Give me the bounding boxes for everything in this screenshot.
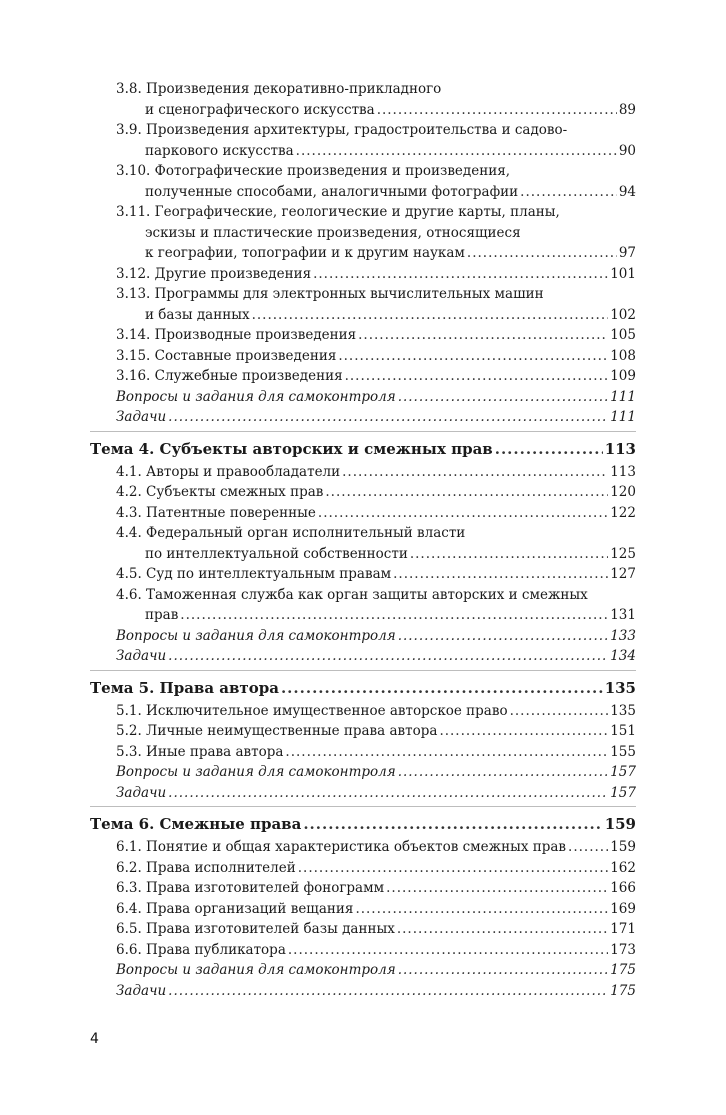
entry-title-line: к географии, топографии и к другим наукам bbox=[145, 245, 465, 261]
entry-page-number: 157 bbox=[610, 784, 636, 801]
toc-entry[interactable] bbox=[114, 120, 636, 161]
entry-title-line: Вопросы и задания для самоконтроля bbox=[116, 627, 396, 644]
entry-last-line bbox=[116, 243, 636, 264]
entry-title-line: 3.16. Служебные произведения bbox=[116, 368, 343, 384]
toc-entry[interactable] bbox=[114, 626, 636, 647]
toc-entry[interactable] bbox=[114, 366, 636, 387]
toc-entry[interactable] bbox=[114, 837, 636, 858]
entry-title-line: 5.1. Исключительное имущественное авторское право bbox=[116, 702, 508, 719]
entry-page-number: 125 bbox=[610, 545, 636, 562]
entry-page-number: 157 bbox=[610, 764, 636, 780]
leader-dots bbox=[568, 837, 608, 858]
leader-dots bbox=[398, 960, 609, 981]
entry-title-line: и базы данных bbox=[145, 306, 250, 323]
entry-last-line bbox=[116, 182, 636, 203]
theme-title: Тема 5. Права автора bbox=[90, 678, 279, 697]
leader-dots bbox=[318, 503, 608, 524]
toc-entry[interactable] bbox=[114, 407, 636, 428]
entry-title-line: 3.14. Производные произведения bbox=[116, 327, 357, 343]
entry-last-line bbox=[116, 325, 636, 346]
page-number: 4 bbox=[90, 1031, 99, 1047]
theme-page-number: 135 bbox=[604, 678, 636, 697]
entry-last-line bbox=[116, 366, 636, 387]
entry-last-line bbox=[116, 940, 636, 961]
leader-dots bbox=[393, 564, 608, 585]
entry-last-line bbox=[116, 742, 636, 763]
entry-title-line: 4.6. Таможенная служба как орган защиты авторских и смежных bbox=[116, 586, 588, 603]
divider bbox=[90, 670, 636, 671]
leader-dots bbox=[439, 721, 608, 742]
toc-entry[interactable] bbox=[114, 981, 636, 1002]
entry-title-line: 3.8. Произведения декоративно-прикладного bbox=[116, 81, 442, 97]
entry-last-line bbox=[116, 646, 636, 667]
entry-page-number: 109 bbox=[610, 368, 636, 384]
entry-page-number: 162 bbox=[610, 859, 636, 876]
theme-page-number: 159 bbox=[604, 815, 636, 833]
entry-title-line: Вопросы и задания для самоконтроля bbox=[116, 962, 396, 978]
entry-page-number: 171 bbox=[610, 921, 636, 937]
leader-dots bbox=[520, 182, 617, 203]
entry-last-line bbox=[116, 626, 636, 647]
entry-page-number: 131 bbox=[610, 607, 636, 623]
entry-title-line: 4.5. Суд по интеллектуальным правам bbox=[116, 566, 392, 582]
entry-title-line: эскизы и пластические произведения, относящиеся bbox=[145, 224, 521, 241]
entry-title-line: Задачи bbox=[116, 409, 167, 425]
entry-title-line: Задачи bbox=[116, 648, 167, 664]
entry-title-line: 6.6. Права публикатора bbox=[116, 941, 286, 958]
toc-entry[interactable] bbox=[114, 564, 636, 585]
entry-last-line bbox=[116, 762, 636, 783]
entry-last-line bbox=[116, 783, 636, 804]
entry-page-number: 127 bbox=[610, 566, 636, 582]
leader-dots bbox=[288, 940, 608, 961]
toc-entry[interactable] bbox=[114, 387, 636, 408]
leader-dots bbox=[180, 605, 608, 626]
leader-dots bbox=[467, 243, 617, 264]
leader-dots bbox=[313, 264, 608, 285]
entry-title-line: 3.13. Программы для электронных вычислительных машин bbox=[116, 286, 544, 302]
toc-theme-5[interactable] bbox=[90, 677, 636, 699]
entry-title-line: по интеллектуальной собственности bbox=[145, 545, 408, 562]
entry-last-line bbox=[116, 100, 636, 121]
entry-title-line: 3.9. Произведения архитектуры, градостроительства и садово- bbox=[116, 122, 568, 138]
leader-dots bbox=[398, 762, 609, 783]
entry-title-line: паркового искусства bbox=[145, 142, 294, 159]
entry-page-number: 113 bbox=[610, 463, 636, 480]
entry-last-line bbox=[116, 305, 636, 326]
theme-title: Тема 4. Субъекты авторских и смежных прав bbox=[90, 439, 493, 458]
toc-section-3 bbox=[114, 79, 636, 428]
leader-dots bbox=[355, 899, 608, 920]
leader-dots bbox=[296, 141, 617, 162]
entry-last-line bbox=[116, 544, 636, 565]
toc-entry[interactable] bbox=[114, 783, 636, 804]
leader-dots bbox=[281, 677, 603, 699]
toc-entry[interactable] bbox=[114, 585, 636, 626]
entry-page-number: 134 bbox=[610, 648, 636, 664]
entry-title-line: 3.10. Фотографические произведения и произведения, bbox=[116, 163, 511, 179]
toc-entry[interactable] bbox=[114, 762, 636, 783]
entry-last-line bbox=[116, 919, 636, 940]
toc-entry[interactable] bbox=[114, 858, 636, 879]
toc-entry[interactable] bbox=[114, 919, 636, 940]
toc-entry[interactable] bbox=[114, 960, 636, 981]
entry-title-line: 4.3. Патентные поверенные bbox=[116, 504, 316, 521]
leader-dots bbox=[345, 366, 609, 387]
toc-entry[interactable] bbox=[114, 742, 636, 763]
entry-last-line bbox=[116, 564, 636, 585]
leader-dots bbox=[252, 305, 609, 326]
entry-last-line bbox=[116, 407, 636, 428]
theme-page-number: 113 bbox=[604, 439, 636, 458]
toc-entry[interactable] bbox=[114, 462, 636, 483]
entry-title-line: полученные способами, аналогичными фотографии bbox=[145, 183, 519, 200]
toc-entry[interactable] bbox=[114, 701, 636, 722]
leader-dots bbox=[338, 346, 608, 367]
toc-entry[interactable] bbox=[114, 523, 636, 564]
leader-dots bbox=[510, 701, 609, 722]
leader-dots bbox=[168, 646, 608, 667]
entry-last-line bbox=[116, 346, 636, 367]
entry-last-line bbox=[116, 605, 636, 626]
entry-title-line: 5.3. Иные права автора bbox=[116, 743, 284, 760]
entry-page-number: 102 bbox=[610, 306, 636, 323]
entry-title-line: Задачи bbox=[116, 982, 167, 999]
toc-entry[interactable] bbox=[114, 940, 636, 961]
toc-section-6 bbox=[114, 837, 636, 1001]
entry-title-line: 6.1. Понятие и общая характеристика объектов смежных прав bbox=[116, 839, 567, 855]
toc-entry[interactable] bbox=[114, 264, 636, 285]
entry-page-number: 90 bbox=[618, 142, 636, 159]
entry-page-number: 120 bbox=[610, 484, 636, 500]
leader-dots bbox=[325, 482, 608, 503]
entry-last-line bbox=[116, 858, 636, 879]
leader-dots bbox=[168, 407, 608, 428]
entry-title-line: 6.4. Права организаций вещания bbox=[116, 900, 354, 917]
entry-title-line: 6.3. Права изготовителей фонограмм bbox=[116, 880, 385, 896]
toc-section-4 bbox=[114, 462, 636, 667]
entry-page-number: 105 bbox=[610, 327, 636, 343]
entry-title-line: 4.4. Федеральный орган исполнительный власти bbox=[116, 525, 466, 541]
entry-last-line bbox=[116, 899, 636, 920]
toc-entry[interactable] bbox=[114, 346, 636, 367]
entry-last-line bbox=[116, 837, 636, 858]
leader-dots bbox=[397, 919, 608, 940]
entry-page-number: 175 bbox=[610, 962, 636, 978]
divider bbox=[90, 431, 636, 432]
leader-dots bbox=[342, 462, 608, 483]
entry-title-line: 6.5. Права изготовителей базы данных bbox=[116, 921, 395, 937]
leader-dots bbox=[358, 325, 608, 346]
entry-title-line: прав bbox=[145, 607, 179, 623]
entry-last-line bbox=[116, 701, 636, 722]
entry-page-number: 151 bbox=[610, 723, 636, 739]
entry-last-line bbox=[116, 960, 636, 981]
entry-title-line: 3.11. Географические, геологические и другие карты, планы, bbox=[116, 204, 560, 220]
entry-page-number: 94 bbox=[618, 183, 636, 200]
leader-dots bbox=[285, 742, 608, 763]
toc-entry[interactable] bbox=[114, 482, 636, 503]
entry-page-number: 155 bbox=[610, 743, 636, 760]
leader-dots bbox=[377, 100, 617, 121]
entry-page-number: 122 bbox=[610, 504, 636, 521]
toc-entry[interactable] bbox=[114, 79, 636, 120]
table-of-contents bbox=[90, 79, 636, 1001]
entry-page-number: 97 bbox=[618, 245, 636, 261]
entry-page-number: 111 bbox=[610, 388, 636, 405]
leader-dots bbox=[168, 783, 608, 804]
toc-entry[interactable] bbox=[114, 202, 636, 264]
toc-entry[interactable] bbox=[114, 878, 636, 899]
entry-page-number: 108 bbox=[610, 347, 636, 364]
entry-last-line bbox=[116, 141, 636, 162]
toc-entry[interactable] bbox=[114, 325, 636, 346]
entry-page-number: 111 bbox=[610, 409, 636, 425]
toc-entry[interactable] bbox=[114, 899, 636, 920]
toc-entry[interactable] bbox=[114, 161, 636, 202]
leader-dots bbox=[303, 813, 602, 835]
entry-title-line: 3.15. Составные произведения bbox=[116, 347, 337, 364]
toc-theme-4[interactable] bbox=[90, 438, 636, 460]
entry-page-number: 89 bbox=[618, 101, 636, 118]
entry-page-number: 133 bbox=[610, 627, 636, 644]
entry-page-number: 159 bbox=[610, 839, 636, 855]
toc-entry[interactable] bbox=[114, 503, 636, 524]
entry-page-number: 175 bbox=[610, 982, 636, 999]
entry-last-line bbox=[116, 981, 636, 1002]
leader-dots bbox=[298, 858, 608, 879]
entry-title-line: 5.2. Личные неимущественные права автора bbox=[116, 723, 438, 739]
entry-page-number: 101 bbox=[610, 265, 636, 282]
toc-entry[interactable] bbox=[114, 646, 636, 667]
leader-dots bbox=[495, 438, 603, 460]
entry-title-line: 3.12. Другие произведения bbox=[116, 265, 312, 282]
entry-title-line: 6.2. Права исполнителей bbox=[116, 859, 296, 876]
toc-entry[interactable] bbox=[114, 721, 636, 742]
toc-section-5 bbox=[114, 701, 636, 804]
entry-page-number: 169 bbox=[610, 900, 636, 917]
entry-last-line bbox=[116, 482, 636, 503]
entry-page-number: 166 bbox=[610, 880, 636, 896]
entry-last-line bbox=[116, 462, 636, 483]
leader-dots bbox=[168, 981, 608, 1002]
leader-dots bbox=[410, 544, 608, 565]
entry-title-line: 4.1. Авторы и правообладатели bbox=[116, 463, 341, 480]
leader-dots bbox=[386, 878, 608, 899]
entry-title-line: Вопросы и задания для самоконтроля bbox=[116, 388, 396, 405]
leader-dots bbox=[398, 626, 609, 647]
entry-title-line: Задачи bbox=[116, 784, 167, 801]
entry-last-line bbox=[116, 503, 636, 524]
entry-last-line bbox=[116, 878, 636, 899]
entry-page-number: 173 bbox=[610, 941, 636, 958]
toc-entry[interactable] bbox=[114, 284, 636, 325]
entry-last-line bbox=[116, 721, 636, 742]
entry-title-line: Вопросы и задания для самоконтроля bbox=[116, 764, 396, 780]
theme-title: Тема 6. Смежные права bbox=[90, 815, 302, 833]
entry-title-line: 4.2. Субъекты смежных прав bbox=[116, 484, 324, 500]
entry-page-number: 135 bbox=[610, 702, 636, 719]
divider bbox=[90, 806, 636, 807]
leader-dots bbox=[398, 387, 609, 408]
entry-last-line bbox=[116, 387, 636, 408]
toc-theme-6[interactable] bbox=[90, 813, 636, 835]
entry-title-line: и сценографического искусства bbox=[145, 101, 375, 118]
entry-last-line bbox=[116, 264, 636, 285]
